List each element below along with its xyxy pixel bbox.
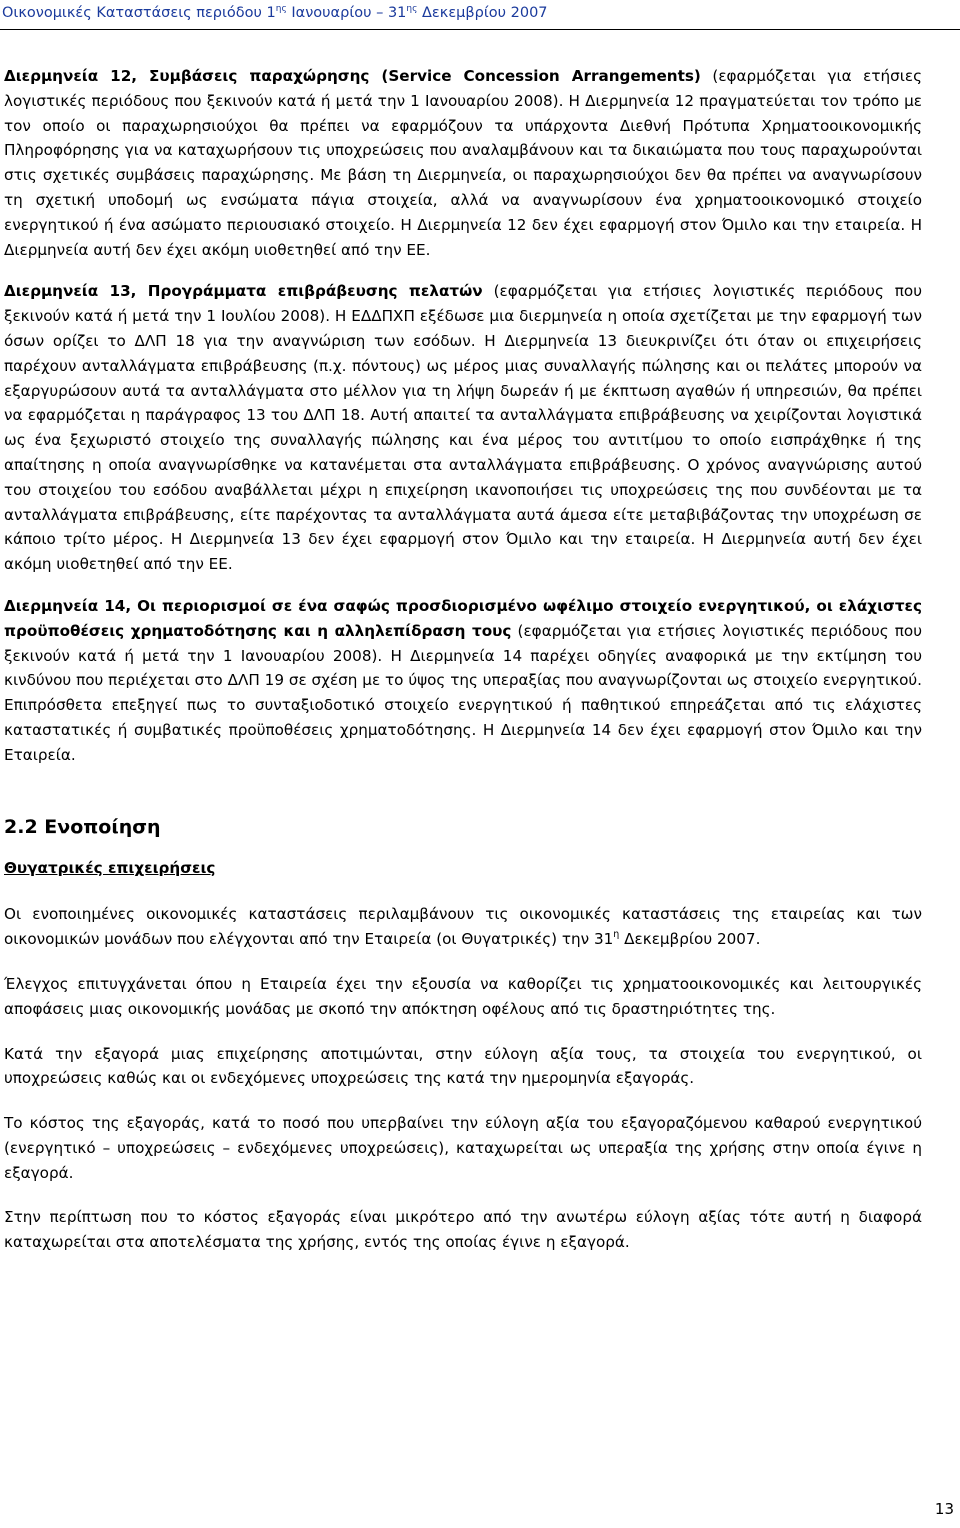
consolidation-paragraph-1 bbox=[4, 902, 922, 952]
consolidation-paragraph-5: Στην περίπτωση που το κόστος εξαγοράς είναι μικρότερο από την ανωτέρω εύλογη αξίας τότε αυτή η διαφορά καταχωρείται στα αποτελέσματα της χρήσης, εντός της οποίας έγινε η εξαγορά. bbox=[4, 1208, 922, 1252]
ifric12-paragraph bbox=[4, 64, 922, 262]
header-title bbox=[2, 4, 548, 21]
consolidation-paragraph-2: Έλεγχος επιτυγχάνεται όπου η Εταιρεία έχει την εξουσία να καθορίζει τις χρηματοοικονομικές και λειτουργικές αποφάσεις μιας οικονομικής μονάδας με σκοπό την απόκτηση οφέλους από τις δραστηριότητες της. bbox=[4, 974, 922, 1018]
page-header bbox=[0, 0, 960, 30]
consolidation-paragraph-3: Κατά την εξαγορά μιας επιχείρησης αποτιμώνται, στην εύλογη αξία τους, τα στοιχεία του ενεργητικού, οι υποχρεώσεις καθώς και οι ενδεχόμενες υποχρεώσεις της κατά την ημερομηνία εξαγοράς. bbox=[4, 1044, 922, 1088]
section-heading-consolidation: 2.2 Ενοποίηση bbox=[4, 815, 161, 838]
ifric14-text: (εφαρμόζεται για ετήσιες λογιστικές περιόδους που ξεκινούν κατά ή μετά την 1 Ιανουαρίου 2008). Η Διερμηνεία 14 παρέχει οδηγίες αναφορικά με την εκτίμηση του κινδύνου που περιέχεται στο ΔΛΠ 19 σε σχέση με το ύψος της υπεραξίας που αναγνωρίζονται ως στοιχείο ενεργητικού. Επιπρόσθετα επεξηγεί πως το συνταξιοδοτικό στοιχείο ενεργητικού ή παθητικού επηρεάζεται από τις ελάχιστες καταστατικές ή συμβατικές προϋποθέσεις χρηματοδότησης. Η Διερμηνεία 14 δεν έχει εφαρμογή στον Όμιλο και την Εταιρεία. bbox=[4, 621, 922, 764]
header-title-sup2: ης bbox=[406, 4, 418, 14]
ifric14-paragraph bbox=[4, 594, 922, 768]
consolidation-p1-sup: η bbox=[613, 929, 620, 941]
header-title-sup1: ης bbox=[275, 4, 287, 14]
subheading-subsidiaries: Θυγατρικές επιχειρήσεις bbox=[4, 858, 216, 877]
consolidation-paragraph-4: Το κόστος της εξαγοράς, κατά το ποσό που υπερβαίνει την εύλογη αξία του εξαγοραζόμενου καθαρού ενεργητικού (ενεργητικό – υποχρεώσεις – ενδεχόμενες υποχρεώσεις), καταχωρείται ως υπεραξία της χρήσης στην οποία έγινε η εξαγορά. bbox=[4, 1114, 922, 1182]
header-title-end: Δεκεμβρίου 2007 bbox=[417, 5, 548, 21]
ifric12-heading: Διερμηνεία 12, Συμβάσεις παραχώρησης (Service Concession Arrangements) bbox=[4, 67, 701, 85]
ifric14-heading: Διερμηνεία 14, Οι περιορισμοί σε ένα σαφώς προσδιορισμένο ωφέλιμο στοιχείο ενεργητικού, οι ελάχιστες προϋποθέσεις χρηματοδότησης και η αλληλεπίδραση τους bbox=[4, 596, 922, 640]
page-number: 13 bbox=[934, 1500, 954, 1518]
ifric13-heading: Διερμηνεία 13, Προγράμματα επιβράβευσης πελατών bbox=[4, 282, 483, 301]
ifric13-text: (εφαρμόζεται για ετήσιες λογιστικές περιόδους που ξεκινούν κατά ή μετά την 1 Ιουλίου 2008). Η ΕΔΔΠΧΠ εξέδωσε μια διερμηνεία η οποία σχετίζεται με την εφαρμογή των όσων ορίζει το ΔΛΠ 18 για την αναγνώριση των εσόδων. Η Διερμηνεία 13 διευκρινίζει ότι όταν οι επιχειρήσεις παρέχουν ανταλλάγματα επιβράβευσης (π.χ. πόντους) ως μέρος μιας συναλλαγής πώλησης και οι πελάτες μπορούν να εξαργυρώσουν αυτά τα ανταλλάγματα στο μέλλον για τη λήψη δωρεάν ή με έκπτωση αγαθών ή υπηρεσιών, θα πρέπει να εφαρμόζεται η παράγραφος 13 του ΔΛΠ 18. Αυτή απαιτεί τα ανταλλάγματα επιβράβευσης να χειρίζονται λογιστικά ως ένα ξεχωριστό στοιχείο της συναλλαγής πώλησης και ένα μέρος του αντιτίμου το οποίο εισπράχθηκε ή της απαίτησης η οποία αναγνωρίσθηκε να κατανέμεται στα ανταλλάγματα επιβράβευσης. Ο χρόνος αναγνώρισης αυτού του στοιχείου του εσόδου αναβάλλεται μέχρι η επιχείρηση ικανοποιήσει τις υποχρεώσεις της που συνδέονται με τα ανταλλάγματα επιβράβευσης, είτε παρέχοντας τα ανταλλάγματα αυτά άμεσα είτε μεταβιβάζοντας την υποχρέωση σε κάποιο τρίτο μέρος. Η Διερμηνεία 13 δεν έχει εφαρμογή στον Όμιλο και την εταιρεία. Η Διερμηνεία αυτή δεν έχει ακόμη υιοθετηθεί από την ΕΕ. bbox=[4, 282, 922, 574]
consolidation-p1-text: Οι ενοποιημένες οικονομικές καταστάσεις περιλαμβάνουν τις οικονομικές καταστάσεις της εταιρείας και των οικονομικών μονάδων που ελέγχονται από την Εταιρεία (οι Θυγατρικές) την 31 bbox=[4, 905, 922, 949]
header-title-main: Οικονομικές Καταστάσεις περιόδου 1 bbox=[2, 5, 276, 21]
ifric12-text: (εφαρμόζεται για ετήσιες λογιστικές περιόδους που ξεκινούν κατά ή μετά την 1 Ιανουαρίου 2008). Η Διερμηνεία 12 πραγματεύεται τον τρόπο με τον οποίο οι παραχωρησιούχοι θα πρέπει να εφαρμόζουν τα υπάρχοντα Διεθνή Πρότυπα Χρηματοοικονομικής Πληροφόρησης για να καταχωρήσουν τις υποχρεώσεις που αναλαμβάνουν και τα δικαιώματα που τους παραχωρούνται στις σχετικές συμβάσεις παραχώρησης. Με βάση τη Διερμηνεία, οι παραχωρησιούχοι δεν θα πρέπει να αναγνωρίσουν τη σχετική υποδομή ως ενσώματα πάγια στοιχεία, αλλά να αναγνωρίσουν ένα χρηματοοικονομικό στοιχείο ενεργητικού ή ένα ασώματο περιουσιακό στοιχείο. Η Διερμηνεία 12 δεν έχει εφαρμογή στον Όμιλο και την εταιρεία. Η Διερμηνεία αυτή δεν έχει ακόμη υιοθετηθεί από την ΕΕ. bbox=[4, 67, 922, 259]
document-body bbox=[4, 64, 922, 1275]
header-title-mid: Ιανουαρίου – 31 bbox=[286, 5, 407, 21]
ifric13-paragraph bbox=[4, 279, 922, 577]
consolidation-p1-end: Δεκεμβρίου 2007. bbox=[619, 930, 761, 949]
